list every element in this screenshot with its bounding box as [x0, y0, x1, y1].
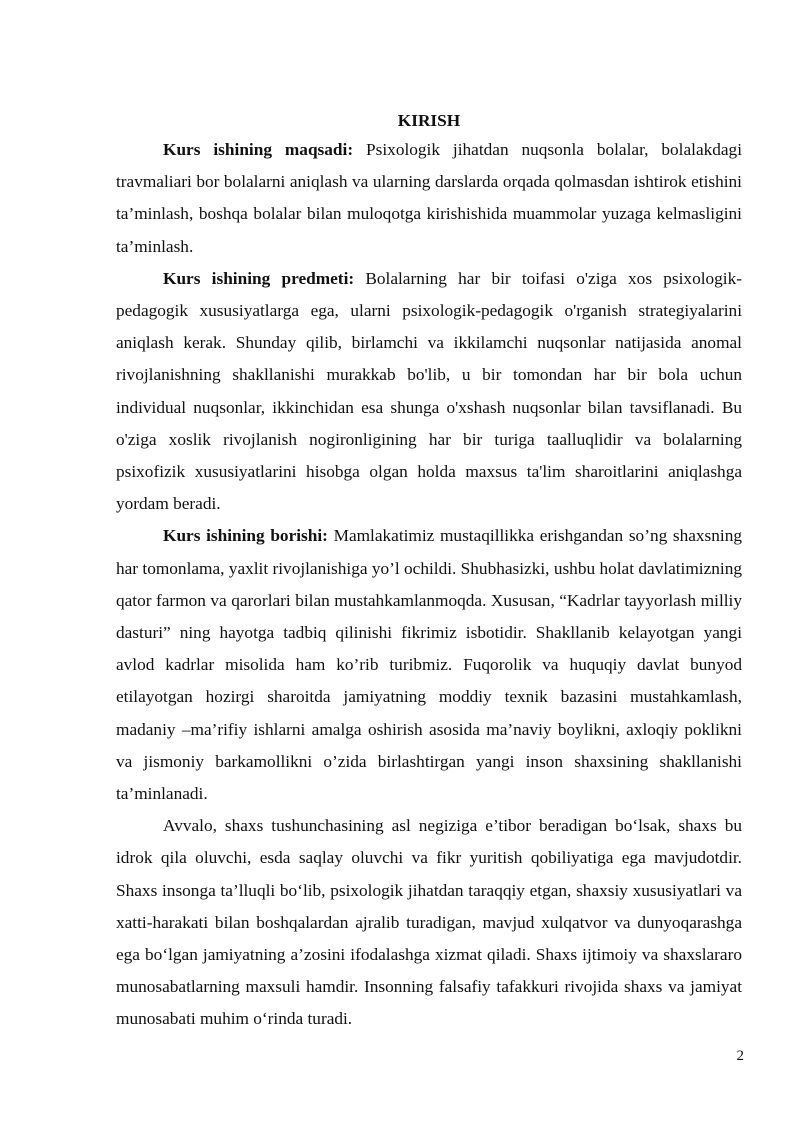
- paragraph-lead: Kurs ishining maqsadi:: [163, 140, 354, 159]
- paragraph-text: Mamlakatimiz mustaqillikka erishgandan so’ng shaxsning har tomonlama, yaxlit rivojlanishiga yo’l ochildi. Shubhasizki, ushbu holat davlatimizning qator farmon va qarorlari bilan mustahkamlanmoqda. Xususan, “Kadrlar tayyorlash milliy dasturi” ning hayotga tadbiq qilinishi fikrimiz isbotidir. Shakllanib kelayotgan yangi avlod kadrlar misolida ham ko’rib turibmiz. Fuqorolik va huquqiy davlat bunyod etilayotgan hozirgi sharoitda jamiyatning moddiy texnik bazasini mustahkamlash, madaniy –ma’rifiy ishlarni amalga oshirish asosida ma’naviy boylikni, axloqiy poklikni va jismoniy barkamollikni o’zida birlashtirgan yangi inson shaxsining shakllanishi ta’minlanadi.: [116, 526, 742, 804]
- paragraph-lead: Kurs ishining borishi:: [163, 526, 328, 546]
- paragraph-lead: Kurs ishining predmeti:: [163, 268, 355, 288]
- page-number: 2: [736, 1048, 744, 1064]
- paragraph-text: Avvalo, shaxs tushunchasining asl negiziga e’tibor beradigan bo‘lsak, shaxs bu idrok qila oluvchi, esda saqlay oluvchi va fikr yuritish qobiliyatiga ega mavjudotdir. Shaxs insonga ta’lluqli bo‘lib, psixologik jihatdan taraqqiy etgan, shaxsiy xususiyatlari va xatti-harakati bilan boshqalardan ajralib turadigan, mavjud xulqatvor va dunyoqarashga ega bo‘lgan jamiyatning a’zosini ifodalashga xizmat qiladi. Shaxs ijtimoiy va shaxslararo munosabatlarning maxsuli hamdir. Insonning falsafiy tafakkuri rivojida shaxs va jamiyat munosabati muhim o‘rinda turadi.: [116, 816, 742, 1029]
- paragraph-progress: [116, 520, 742, 810]
- paragraph-text: Bolalarning har bir toifasi o'ziga xos psixologik-pedagogik xususiyatlarga ega, ularni psixologik-pedagogik o'rganish strategiyalarini aniqlash kerak. Shunday qilib, birlamchi va ikkilamchi nuqsonlar natijasida anomal rivojlanishning shakllanishi murakkab bo'lib, u bir tomondan har bir bola uchun individual nuqsonlar, ikkinchidan esa shunga o'xshash nuqsonlar bilan tavsiflanadi. Bu o'ziga xoslik rivojlanish nogironligining har bir turiga taalluqlidir va bolalarning psixofizik xususiyatlarini hisobga olgan holda maxsus ta'lim sharoitlarini aniqlashga yordam beradi.: [116, 268, 742, 514]
- paragraph-goal: [116, 134, 742, 263]
- page-content: [116, 108, 742, 1036]
- paragraph-text: Psixologik jihatdan nuqsonla bolalar, bolalakdagi travmaliari bor bolalarni aniqlash va ularning darslarda orqada qolmasdan ishtirok etishini ta’minlash, boshqa bolalar bilan muloqotga kirishishida muammolar yuzaga kelmasligini ta’minlash.: [116, 140, 743, 256]
- paragraph-subject: [116, 263, 742, 521]
- section-title: KIRISH: [397, 111, 461, 130]
- paragraph-personality: [116, 810, 742, 1035]
